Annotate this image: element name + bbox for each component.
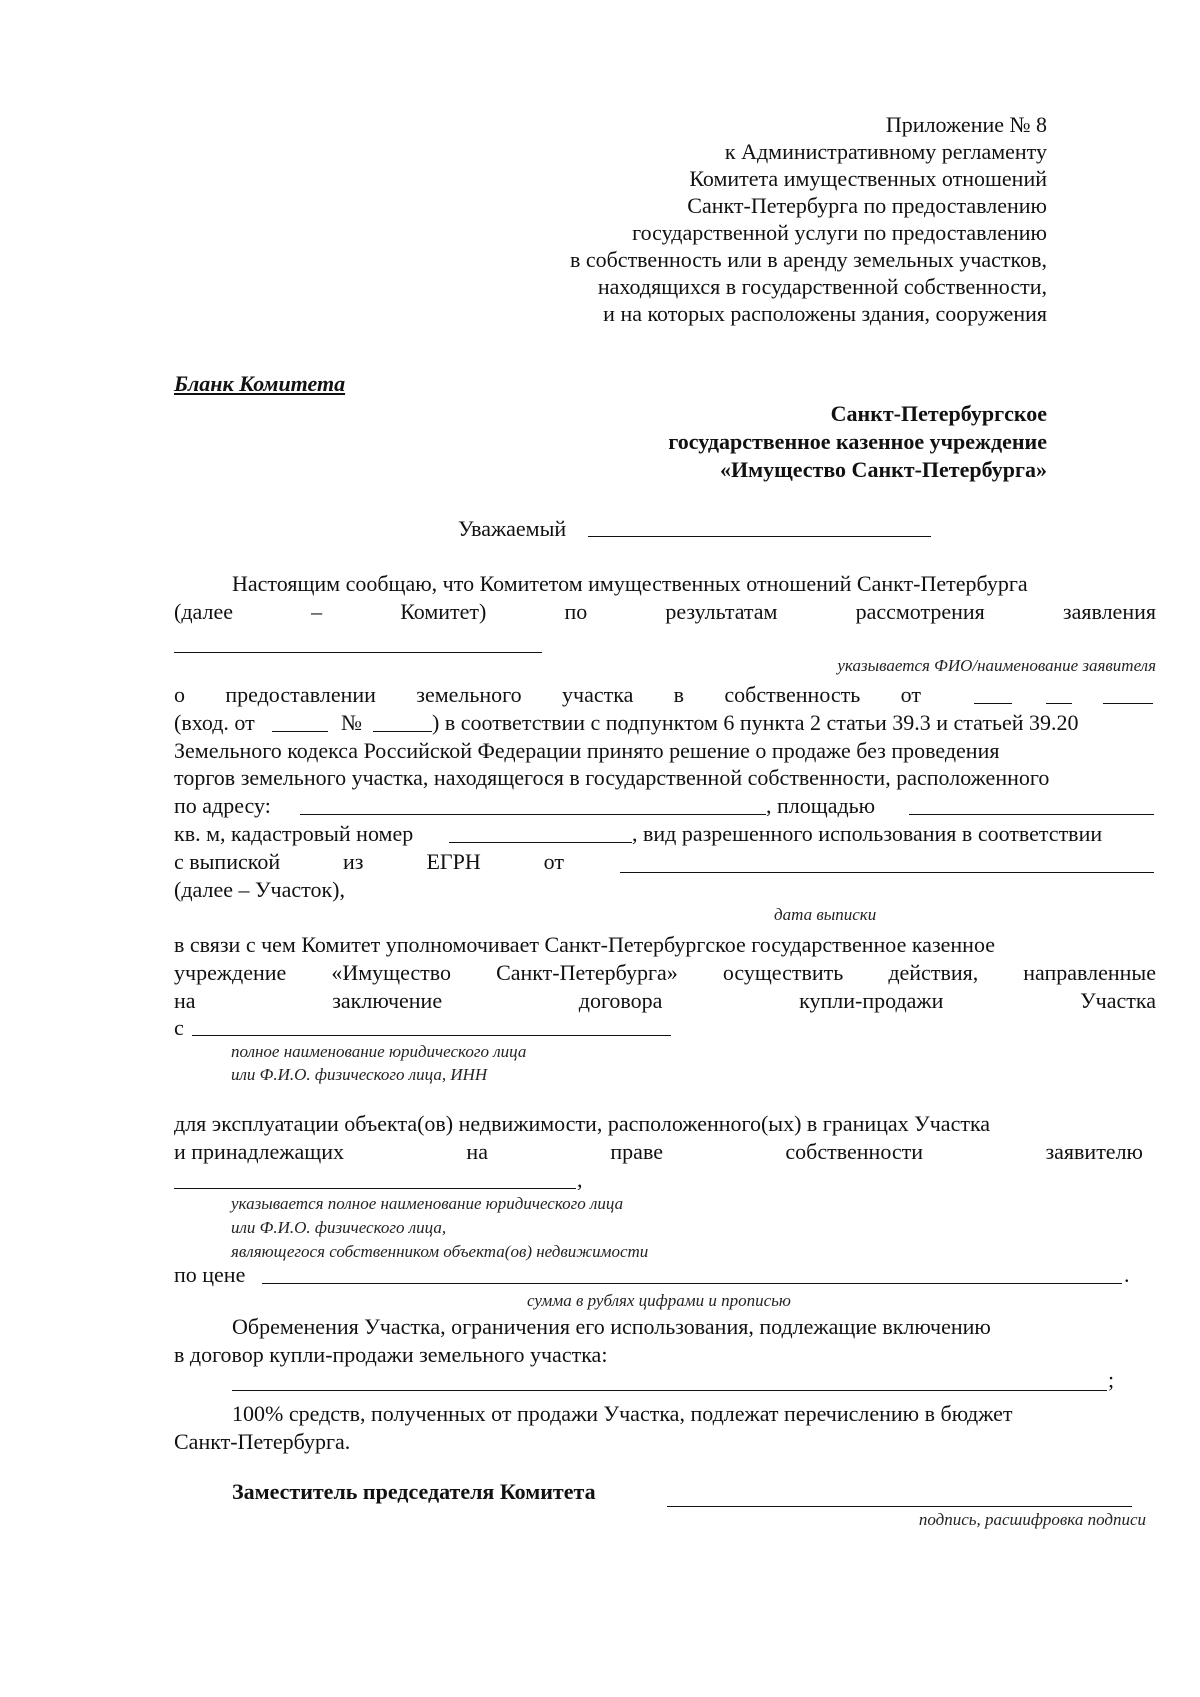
p2-line8: (далее – Участок), <box>174 877 345 902</box>
recipient-line: Санкт-Петербургское <box>830 401 1047 426</box>
word: Участка <box>1080 988 1156 1013</box>
header-line: и на которых расположены здания, сооружения <box>603 301 1047 326</box>
word: по <box>564 599 588 624</box>
header-line: Комитета имущественных отношений <box>689 166 1047 191</box>
header-line: к Административному регламенту <box>724 139 1047 164</box>
word: «Имущество <box>331 960 452 985</box>
area-blank <box>909 814 1154 815</box>
p4-line3-end: , <box>577 1167 583 1192</box>
date-blank-year <box>1103 703 1153 704</box>
p2-line2-b: № <box>341 710 362 735</box>
header-line: в собственность или в аренду земельных участков, <box>569 247 1047 272</box>
word: заявителю <box>1045 1139 1143 1164</box>
caption-entity-1: полное наименование юридического лица <box>231 1042 527 1061</box>
p2-line3: Земельного кодекса Российской Федерации принято решение о продаже без проведения <box>174 738 1000 763</box>
inbound-date-blank <box>272 731 328 732</box>
caption-entity-2: или Ф.И.О. физического лица, ИНН <box>231 1065 488 1084</box>
price-label: по цене <box>174 1262 246 1287</box>
word: – <box>311 599 323 624</box>
word: участка <box>562 682 634 707</box>
p1-line1: Настоящим сообщаю, что Комитетом имущественных отношений Санкт-Петербурга <box>232 571 1028 596</box>
p3-line2 <box>174 962 1156 984</box>
word: из <box>343 849 364 874</box>
p2-line4: торгов земельного участка, находящегося в государственной собственности, расположенного <box>174 765 1050 790</box>
word: земельного <box>416 682 522 707</box>
word: купли-продажи <box>799 988 944 1013</box>
word: на <box>466 1139 488 1164</box>
word: в <box>673 682 685 707</box>
header-line: государственной услуги по предоставлению <box>632 220 1047 245</box>
p4-line1: для эксплуатации объекта(ов) недвижимости, расположенного(ых) в границах Участка <box>174 1111 991 1136</box>
recipient-line: «Имущество Санкт-Петербурга» <box>720 457 1047 482</box>
buyer-blank <box>192 1035 671 1036</box>
word: осуществить <box>722 960 844 985</box>
p1-line2 <box>174 601 1156 623</box>
cadastral-number-blank <box>449 842 632 843</box>
p2-line6-a: кв. м, кадастровый номер <box>174 821 414 846</box>
caption-owner-1: указывается полное наименование юридического лица <box>231 1194 624 1213</box>
word: результатам <box>665 599 778 624</box>
caption-applicant: указывается ФИО/наименование заявителя <box>837 656 1156 675</box>
header-line: находящихся в государственной собственности, <box>597 274 1047 299</box>
salutation: Уважаемый <box>458 516 567 541</box>
word: направленные <box>1023 960 1156 985</box>
word: от <box>543 849 564 874</box>
p2-line2-c: ) в соответствии с подпунктом 6 пункта 2 статьи 39.3 и статьей 39.20 <box>432 710 1079 735</box>
word: и принадлежащих <box>174 1139 344 1164</box>
word: праве <box>610 1139 663 1164</box>
word: ЕГРН <box>426 849 481 874</box>
word: Санкт-Петербурга» <box>496 960 678 985</box>
caption-signature: подпись, расшифровка подписи <box>918 1510 1146 1529</box>
blank-label: Бланк Комитета <box>174 371 346 396</box>
p5-line1: Обременения Участка, ограничения его использования, подлежащие включению <box>232 1314 991 1339</box>
owner-blank <box>174 1188 576 1189</box>
p2-line1 <box>174 684 921 706</box>
word: договора <box>578 988 663 1013</box>
word: рассмотрения <box>855 599 985 624</box>
p5-line2: в договор купли-продажи земельного участка: <box>174 1342 608 1367</box>
word: (далее <box>174 599 233 624</box>
applicant-blank <box>174 652 542 653</box>
p2-line2-a: (вход. от <box>174 710 255 735</box>
word: заключение <box>332 988 443 1013</box>
header-line: Санкт-Петербурга по предоставлению <box>687 193 1047 218</box>
word: о <box>174 682 185 707</box>
word: заявления <box>1062 599 1156 624</box>
p5-line3-end: ; <box>1108 1367 1115 1392</box>
signature-blank <box>667 1506 1132 1507</box>
date-blank-day <box>974 703 1012 704</box>
price-blank <box>262 1283 1122 1284</box>
p2-line7 <box>174 851 564 873</box>
word: на <box>174 988 196 1013</box>
word: от <box>900 682 921 707</box>
signatory-title: Заместитель председателя Комитета <box>232 1479 596 1504</box>
p2-line5-b: , площадью <box>766 793 876 818</box>
recipient-line: государственное казенное учреждение <box>668 429 1047 454</box>
word: собственность <box>724 682 861 707</box>
word: предоставлении <box>225 682 376 707</box>
extract-date-blank <box>620 872 1154 873</box>
header-line: Приложение № 8 <box>885 112 1047 137</box>
caption-owner-2: или Ф.И.О. физического лица, <box>231 1218 447 1237</box>
caption-owner-3: являющегося собственником объекта(ов) недвижимости <box>231 1242 649 1261</box>
p6-line1: 100% средств, полученных от продажи Участка, подлежат перечислению в бюджет <box>232 1401 1013 1426</box>
word: собственности <box>785 1139 924 1164</box>
p2-line5-a: по адресу: <box>174 793 271 818</box>
p6-line2: Санкт-Петербурга. <box>174 1429 351 1454</box>
date-blank-month <box>1046 703 1072 704</box>
caption-extract-date: дата выписки <box>774 905 877 924</box>
word: учреждение <box>174 960 287 985</box>
addressee-blank <box>588 536 931 537</box>
p4-line2 <box>174 1141 1143 1163</box>
word: с выпиской <box>174 849 281 874</box>
word: действия, <box>888 960 979 985</box>
address-blank <box>300 814 766 815</box>
encumbrances-blank <box>232 1390 1107 1391</box>
word: Комитет) <box>400 599 487 624</box>
p3-line4: с <box>174 1015 184 1040</box>
inbound-number-blank <box>373 731 432 732</box>
p2-line6-b: , вид разрешенного использования в соответствии <box>632 821 1103 846</box>
p3-line3 <box>174 990 1156 1012</box>
price-end: . <box>1124 1262 1130 1287</box>
caption-price: сумма в рублях цифрами и прописью <box>527 1291 791 1310</box>
p3-line1: в связи с чем Комитет уполномочивает Санкт-Петербургское государственное казенное <box>174 932 995 957</box>
